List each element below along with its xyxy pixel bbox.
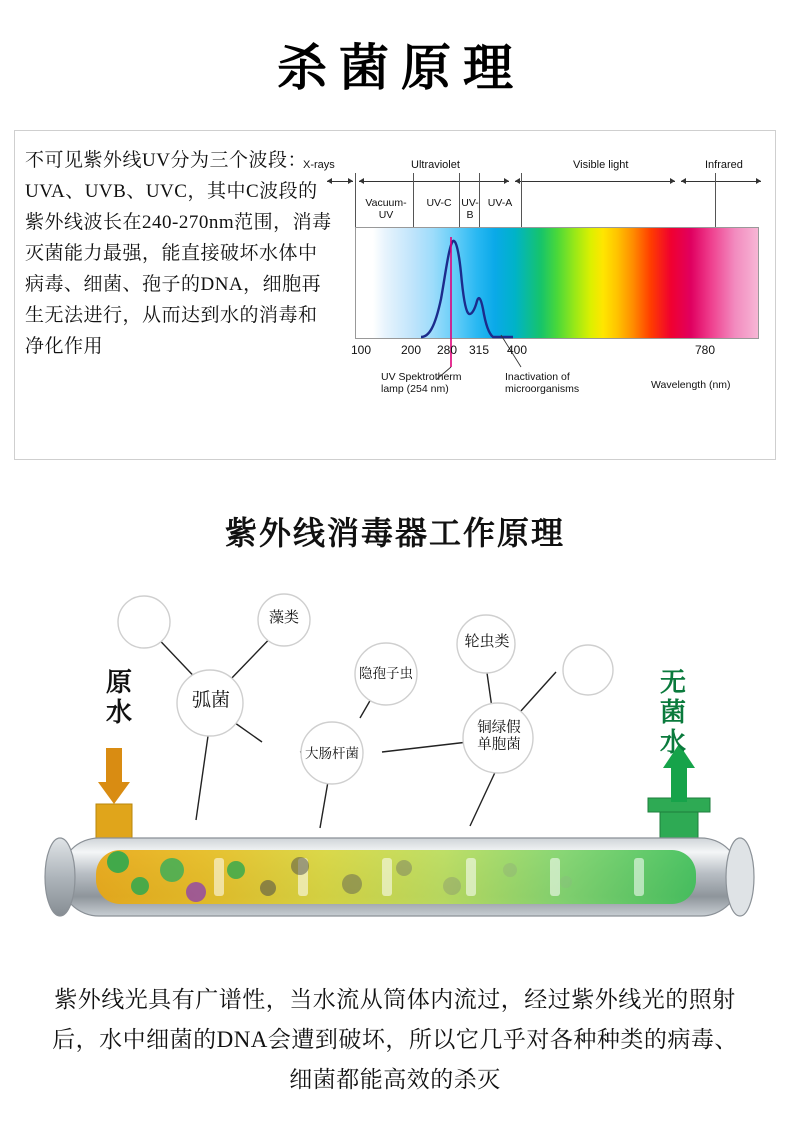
band-label-ultraviolet: Ultraviolet: [411, 159, 460, 171]
organism-label-rotifer: 轮虫类: [464, 634, 510, 650]
annotation-inactivation-line2: microorganisms: [505, 383, 580, 395]
annotation-inactivation-line1: Inactivation of: [505, 371, 570, 383]
left-end-cap: [45, 838, 75, 916]
band-label-xrays: X-rays: [303, 159, 335, 171]
inactivation-curve: [325, 149, 765, 439]
band-label-infrared: Infrared: [705, 159, 743, 171]
bottom-paragraph: 紫外线光具有广谱性，当水流从筒体内流过，经过紫外线光的照射后，水中细菌的DNA会遭到破坏，所以它几乎对各种种类的病毒、细菌都能高效的杀灭: [52, 987, 738, 1092]
axis-label-wavelength: Wavelength (nm): [651, 379, 731, 391]
section-title-working-principle: 紫外线消毒器工作原理: [224, 515, 565, 551]
tick-label-780: 780: [695, 343, 716, 357]
subband-label-uvc: UV-C: [426, 197, 452, 209]
bubble-pseudomonas: [463, 703, 533, 773]
organism-label-algae: 藻类: [268, 610, 299, 626]
bubble-empty-2: [563, 645, 613, 695]
bubble-cryptosporidium: [355, 643, 417, 705]
spectrum-section: [14, 130, 776, 460]
bubble-vibrio: [177, 670, 243, 736]
subband-uvb-line2: B: [466, 209, 474, 221]
bubble-rotifer: [457, 615, 515, 673]
subband-label-uva: UV-A: [487, 197, 513, 209]
annotation-lamp-line2: lamp (254 nm): [381, 383, 449, 395]
organism-label-cryptosporidium: 隐孢子虫: [359, 666, 413, 681]
organism-label-pseudomonas-line2: 单胞菌: [477, 737, 521, 753]
tick-label-280: 280: [437, 343, 458, 357]
annotation-inactivation: [505, 371, 625, 395]
diagram-svg: [0, 570, 790, 970]
organism-label-pseudomonas-line1: 铜绿假: [477, 720, 521, 736]
band-label-visible: Visible light: [573, 159, 629, 171]
subband-vacuum-uv-line2: UV: [378, 209, 394, 221]
uv-spectrum-chart: [303, 149, 765, 439]
annotation-lamp-line1: UV Spektrotherm: [381, 371, 462, 383]
outlet-water-label: 无菌水: [659, 668, 686, 757]
inlet-arrow: [98, 748, 130, 804]
subband-vacuum-uv-line1: Vacuum-: [365, 197, 407, 209]
bubble-algae: [258, 594, 310, 646]
subband-uvb-line1: UV-: [461, 197, 479, 209]
bubble-empty-1: [118, 596, 170, 648]
uv-sterilizer-diagram: [0, 570, 790, 970]
organism-label-vibrio: 弧菌: [191, 690, 230, 711]
tick-label-100: 100: [351, 343, 372, 357]
intro-paragraph: 不可见紫外线UV分为三个波段：UVA、UVB、UVC，其中C波段的紫外线波长在240-270nm范围，消毒灭菌能力最强，能直接破坏水体中病毒、细菌、孢子的DNA，细胞再生无法进行，从而达到水的消毒和净化作用: [25, 150, 332, 357]
right-end-cap: [726, 838, 754, 916]
bubble-ecoli: [301, 722, 363, 784]
water-flow: [96, 850, 696, 904]
inlet-water-label: 原水: [105, 668, 132, 727]
annotation-lamp: [381, 371, 491, 395]
tick-label-400: 400: [507, 343, 528, 357]
page-title: 杀菌原理: [277, 40, 525, 96]
tick-label-200: 200: [401, 343, 422, 357]
organism-label-ecoli: 大肠杆菌: [305, 746, 359, 761]
tick-label-315: 315: [469, 343, 490, 357]
